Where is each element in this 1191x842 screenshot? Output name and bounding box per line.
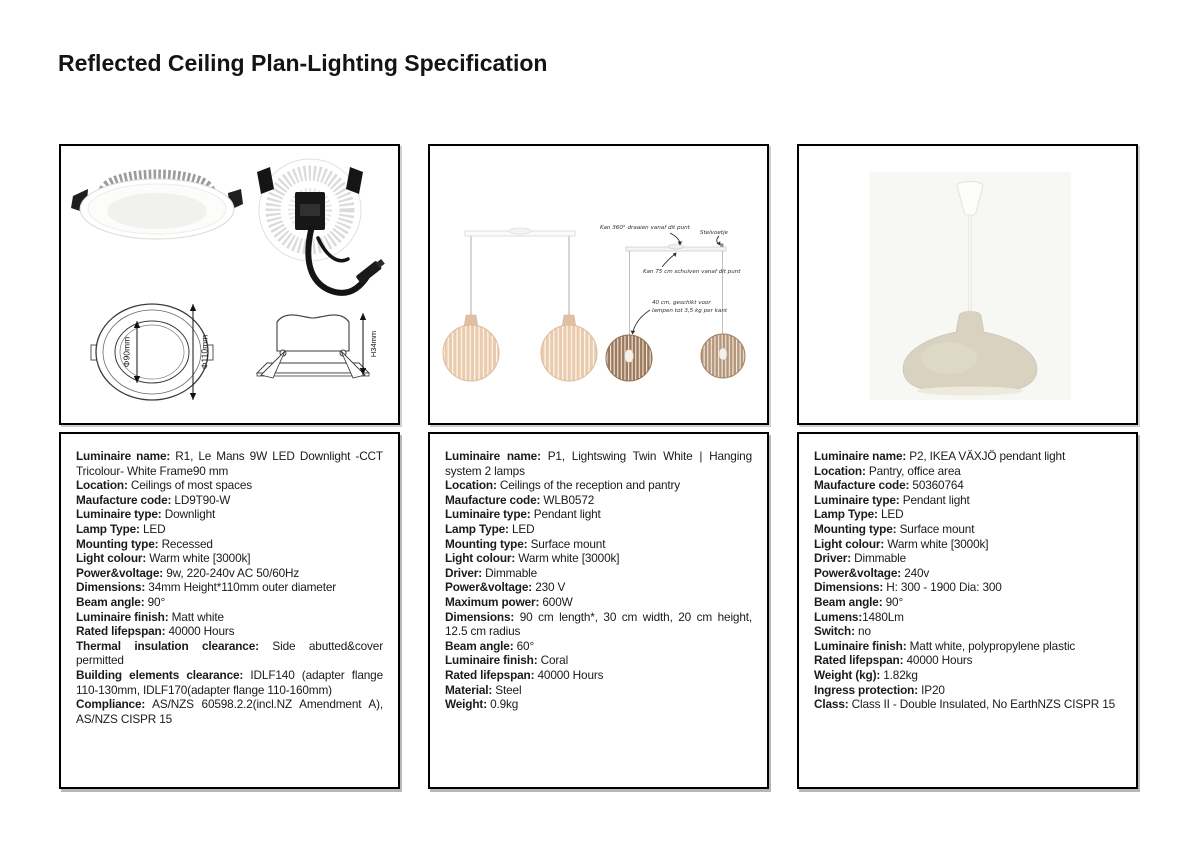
spec-list-r1 xyxy=(76,449,383,726)
spec-label: Dimensions: xyxy=(814,580,884,595)
spec-value: LED xyxy=(139,521,166,536)
spec-row xyxy=(814,551,1121,566)
spec-value: Warm white [3000k] xyxy=(884,536,989,551)
spec-label: Luminaire finish: xyxy=(445,653,538,668)
spec-value: Ceilings of most spaces xyxy=(127,478,252,493)
image-panel-p1 xyxy=(428,144,769,425)
spec-label: Lumens: xyxy=(814,609,863,624)
spec-row xyxy=(814,639,1121,654)
spec-row xyxy=(814,478,1121,493)
spec-value: Pantry, office area xyxy=(865,463,961,478)
annotation-slide: Kan 75 cm schuiven vanaf dit punt xyxy=(643,269,741,275)
spec-value: Warm white [3000k] xyxy=(515,551,620,566)
spec-value: Coral xyxy=(537,653,569,668)
spec-row xyxy=(76,624,383,639)
spec-label: Luminaire name: xyxy=(76,449,171,463)
spec-value: Surface mount xyxy=(527,536,606,551)
spec-label: Luminaire name: xyxy=(814,449,907,463)
spec-label: Beam angle: xyxy=(76,594,145,609)
spec-label: Lamp Type: xyxy=(445,521,509,536)
spec-value: 600W xyxy=(539,594,573,609)
spec-label: Location: xyxy=(445,478,497,493)
spec-value: IP20 xyxy=(918,682,945,697)
spec-row xyxy=(76,610,383,625)
spec-value: Dimmable xyxy=(481,565,538,580)
spec-label: Maufacture code: xyxy=(445,492,541,507)
spec-row xyxy=(445,551,752,566)
spec-row xyxy=(76,566,383,581)
spec-value: P1, Lightswing Twin White | Hanging system 2 lamps xyxy=(445,449,752,478)
spec-label: Weight: xyxy=(445,697,487,712)
annotation-foot: Stelvoetje xyxy=(699,230,728,236)
spec-value: 40000 Hours xyxy=(165,624,235,639)
spec-value: AS/NZS 60598.2.2(incl.NZ Amendment A), AS/NZS CISPR 15 xyxy=(76,697,383,726)
spec-label: Lamp Type: xyxy=(814,507,878,522)
spec-label: Beam angle: xyxy=(814,594,883,609)
spec-label: Luminaire finish: xyxy=(814,638,907,653)
spec-value: 34mm Height*110mm outer diameter xyxy=(145,580,337,595)
spec-row xyxy=(76,478,383,493)
spec-row xyxy=(76,639,383,668)
outer-diameter-label: Φ110mm xyxy=(199,334,210,370)
spec-label: Luminaire finish: xyxy=(76,609,169,624)
spec-label: Thermal insulation clearance: xyxy=(76,638,259,653)
spec-label: Location: xyxy=(814,463,866,478)
spec-label: Dimensions: xyxy=(445,609,515,624)
spec-label: Maufacture code: xyxy=(814,478,910,493)
spec-value: Matt white xyxy=(168,609,224,624)
spec-row xyxy=(445,493,752,508)
cable-connector xyxy=(355,257,386,284)
spec-value: Steel xyxy=(492,682,522,697)
spec-label: Luminaire name: xyxy=(445,449,541,463)
spec-row xyxy=(814,493,1121,508)
spec-label: Weight (kg): xyxy=(814,667,881,682)
adjuster-foot xyxy=(721,244,724,248)
spec-value: LED xyxy=(508,521,535,536)
spec-row xyxy=(445,537,752,552)
spec-row xyxy=(814,653,1121,668)
spec-label: Mounting type: xyxy=(76,536,159,551)
spec-label: Light colour: xyxy=(76,551,147,566)
spec-row xyxy=(814,668,1121,683)
p2-product-image xyxy=(799,146,1136,423)
spec-value: no xyxy=(854,624,871,639)
spec-label: Switch: xyxy=(814,624,855,639)
spec-value: 90 cm length*, 30 cm width, 20 cm height, 12.5 cm radius xyxy=(445,609,752,639)
spec-row xyxy=(76,580,383,595)
spec-row xyxy=(445,653,752,668)
spec-value: 1480Lm xyxy=(862,609,904,624)
spec-value: 40000 Hours xyxy=(534,667,604,682)
spec-value: Surface mount xyxy=(896,521,975,536)
spec-label: Location: xyxy=(76,478,128,493)
spec-row xyxy=(814,507,1121,522)
spec-value: Side abutted&cover permitted xyxy=(76,638,383,668)
spec-value: 40000 Hours xyxy=(903,653,973,668)
spec-row xyxy=(814,683,1121,698)
spec-value: P2, IKEA VÄXJÖ pendant light xyxy=(906,449,1066,463)
spec-value: Dimmable xyxy=(850,551,907,566)
spec-row xyxy=(814,595,1121,610)
spec-row xyxy=(445,610,752,639)
lightswing-diagram xyxy=(600,225,745,381)
spec-label: Driver: xyxy=(445,565,482,580)
spec-label: Power&voltage: xyxy=(814,565,902,580)
r1-product-image xyxy=(61,146,398,423)
spec-label: Light colour: xyxy=(814,536,885,551)
spec-value: IDLF140 (adapter flange 110-130mm, IDLF170(adapter flange 110-160mm) xyxy=(76,667,383,697)
spec-row xyxy=(814,449,1121,464)
spec-row xyxy=(814,464,1121,479)
spec-row xyxy=(814,566,1121,581)
spec-list-p2 xyxy=(814,449,1121,712)
spec-row xyxy=(445,449,752,478)
spec-label: Compliance: xyxy=(76,697,146,712)
spec-row xyxy=(445,697,752,712)
spec-row xyxy=(445,639,752,654)
spec-list-p1 xyxy=(445,449,752,712)
spec-row xyxy=(76,449,383,478)
spec-row xyxy=(814,580,1121,595)
spec-value: 240v xyxy=(901,565,930,580)
spec-label: Material: xyxy=(445,682,493,697)
spec-label: Rated lifepspan: xyxy=(814,653,904,668)
spec-label: Class: xyxy=(814,697,849,712)
image-panel-p2 xyxy=(797,144,1138,425)
spec-label: Mounting type: xyxy=(445,536,528,551)
spec-label: Luminaire type: xyxy=(445,507,531,522)
spec-value: Downlight xyxy=(161,507,216,522)
spec-card-r1 xyxy=(59,432,400,789)
spec-label: Maximum power: xyxy=(445,594,540,609)
spec-row xyxy=(76,522,383,537)
spec-value: 1.82kg xyxy=(880,667,918,682)
spec-label: Rated lifepspan: xyxy=(445,667,535,682)
annotation-capacity-1: 40 cm, geschikt voor xyxy=(652,300,711,306)
spec-value: LD9T90-W xyxy=(171,492,231,507)
annotation-capacity-2: lampen tot 3,5 kg per kant xyxy=(652,308,728,314)
spec-value: H: 300 - 1900 Dia: 300 xyxy=(883,580,1002,595)
image-panel-r1 xyxy=(59,144,400,425)
spec-value: 50360764 xyxy=(909,478,964,493)
page-title: Reflected Ceiling Plan-Lighting Specification xyxy=(58,50,548,76)
spec-value: Class II - Double Insulated, No EarthNZS CISPR 15 xyxy=(848,697,1116,712)
spec-row xyxy=(76,507,383,522)
spec-value: Recessed xyxy=(158,536,213,551)
spec-value: 60° xyxy=(513,638,535,653)
spec-row xyxy=(445,580,752,595)
spec-value: 9w, 220-240v AC 50/60Hz xyxy=(163,565,300,580)
spec-label: Luminaire type: xyxy=(76,507,162,522)
spec-value: Warm white [3000k] xyxy=(146,551,251,566)
spec-label: Light colour: xyxy=(445,551,516,566)
downlight-front-photo xyxy=(71,176,243,239)
spec-row xyxy=(814,610,1121,625)
spec-value: LED xyxy=(877,507,904,522)
spec-row xyxy=(445,683,752,698)
pendant-cord xyxy=(969,215,972,313)
dimension-drawing-side-view xyxy=(257,313,378,378)
p1-product-image xyxy=(430,146,767,423)
dimension-drawing-top-view xyxy=(91,304,213,400)
spec-row xyxy=(814,697,1121,712)
spec-row xyxy=(76,697,383,726)
spec-row xyxy=(76,668,383,697)
spec-row xyxy=(445,522,752,537)
spec-label: Mounting type: xyxy=(814,521,897,536)
lightswing-photo xyxy=(443,228,597,381)
spec-value: Pendant light xyxy=(899,492,970,507)
spec-label: Luminaire type: xyxy=(814,492,900,507)
spec-value: WLB0572 xyxy=(540,492,595,507)
spec-value: Matt white, polypropylene plastic xyxy=(906,638,1076,653)
spec-row xyxy=(76,493,383,508)
spec-row xyxy=(445,478,752,493)
spec-label: Power&voltage: xyxy=(76,565,164,580)
spec-value: Ceilings of the reception and pantry xyxy=(496,478,681,493)
spec-card-p1 xyxy=(428,432,769,789)
spec-value: 90° xyxy=(882,594,904,609)
spec-value: Pendant light xyxy=(530,507,601,522)
spec-row xyxy=(445,507,752,522)
spec-label: Driver: xyxy=(814,551,851,566)
spec-label: Lamp Type: xyxy=(76,521,140,536)
spec-row xyxy=(814,537,1121,552)
height-label: H34mm xyxy=(368,330,378,358)
spec-row xyxy=(445,668,752,683)
spec-value: 90° xyxy=(144,594,166,609)
spec-row xyxy=(76,595,383,610)
downlight-rear-photo xyxy=(257,159,386,293)
vaxjo-pendant-photo xyxy=(869,172,1071,400)
spec-row xyxy=(76,551,383,566)
spec-label: Beam angle: xyxy=(445,638,514,653)
spec-label: Rated lifepspan: xyxy=(76,624,166,639)
spec-label: Power&voltage: xyxy=(445,580,533,595)
spec-value: 230 V xyxy=(532,580,566,595)
spec-label: Dimensions: xyxy=(76,580,146,595)
spec-label: Maufacture code: xyxy=(76,492,172,507)
spec-label: Building elements clearance: xyxy=(76,667,244,682)
spec-row xyxy=(814,624,1121,639)
spec-row xyxy=(814,522,1121,537)
spec-row xyxy=(445,595,752,610)
spec-row xyxy=(76,537,383,552)
annotation-rotate: Kan 360° draaien vanaf dit punt xyxy=(600,225,690,231)
inner-diameter-label: Φ90mm xyxy=(121,336,132,368)
spec-row xyxy=(445,566,752,581)
spec-value: 0.9kg xyxy=(486,697,519,712)
spec-card-p2 xyxy=(797,432,1138,789)
spec-value: R1, Le Mans 9W LED Downlight -CCT Tricolour- White Frame90 mm xyxy=(76,449,383,478)
spec-label: Ingress protection: xyxy=(814,682,918,697)
